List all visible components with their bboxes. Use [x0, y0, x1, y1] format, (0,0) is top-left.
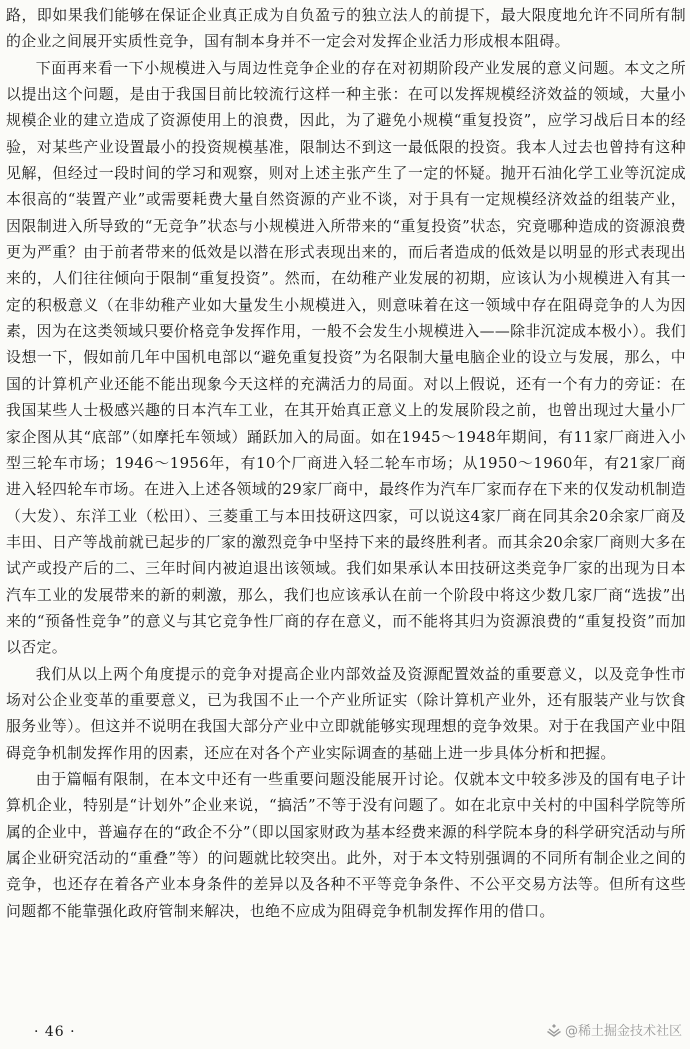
watermark [547, 1020, 682, 1039]
juejin-logo-icon [547, 1023, 561, 1037]
paragraph-competition-significance: 我们从以上两个角度提示的竞争对提高企业内部效益及资源配置效益的重要意义，以及竞争性市场对公企业变革的重要意义，已为我国不止一个产业所证实（除计算机产业外，还有服装产业与饮食服务业等）。但这并不说明在我国大部分产业中立即就能够实现理想的竞争效果。对于在我国产业中阻碍竞争机制发挥作用的因素，还应在对各个产业实际调查的基础上进一步具体分析和把握。 [6, 664, 686, 762]
paragraph-small-scale-entry: 下面再来看一下小规模进入与周边性竞争企业的存在对初期阶段产业发展的意义问题。本文之所以提出这个问题，是由于我国目前比较流行这样一种主张：在可以发挥规模经济效益的领域，大量小规模企业的建立造成了资源使用上的浪费，因此，为了避免小规模“重复投资”，应学习战后日本的经验，对某些产业设置最小的投资规模基准，限制达不到这一最低限的投资。我本人过去也曾持有这种见解，但经过一段时间的学习和观察，则对上述主张产生了一定的怀疑。抛开石油化学工业等沉淀成本很高的“装置产业”或需要耗费大量自然资源的产业不谈，对于具有一定规模经济效益的组装产业，因限制进入所导致的“无竞争”状态与小规模进入所带来的“重复投资”状态，究竟哪种造成的资源浪费更为严重？由于前者带来的低效是以潜在形式表现出来的，而后者造成的低效是以明显的形式表现出来的，人们往往倾向于限制“重复投资”。然而，在幼稚产业发展的初期，应该认为小规模进入有其一定的积极意义（在非幼稚产业如大量发生小规模进入，则意味着在这一领域中存在阻碍竞争的人为因素，因为在这类领域只要价格竞争发挥作用，一般不会发生小规模进入——除非沉淀成本极小）。我们设想一下，假如前几年中国机电部以“避免重复投资”为名限制大量电脑企业的设立与发展，那么，中国的计算机产业还能不能出现象今天这样的充满活力的局面。对以上假说，还有一个有力的旁证：在我国某些人士极感兴趣的日本汽车工业，在其开始真正意义上的发展阶段之前，也曾出现过大量小厂家企图从其“底部”（如摩托车领域）踊跃加入的局面。如在1945～1948年期间，有11家厂商进入小型三轮车市场；1946～1956年，有10个厂商进入轻二轮车市场；从1950～1960年，有21家厂商进入轻四轮车市场。在进入上述各领域的29家厂商中，最终作为汽车厂家而存在下来的仅发动机制造（大发）、东洋工业（松田）、三菱重工与本田技研这四家，可以说这4家厂商在同其余20余家厂商及丰田、日产等战前就已起步的厂家的激烈竞争中坚持下来的最终胜利者。而其余20余家厂商则大多在试产或投产后的二、三年时间内被迫退出该领域。我们如果承认本田技研这类竞争厂家的出现为日本汽车工业的发展带来的新的刺激，那么，我们也应该承认在前一个阶段中将这少数几家厂商“选拔”出来的“预备性竞争”的意义与其它竞争性厂商的存在意义，而不能将其归为资源浪费的“重复投资”而加以否定。 [6, 58, 686, 657]
document-page [6, 0, 686, 1049]
page-number: · 46 · [34, 1024, 76, 1040]
watermark-text: @稀土掘金技术社区 [564, 1024, 682, 1039]
paragraph-continuation: 路，即如果我们能够在保证企业真正成为自负盈亏的独立法人的前提下，最大限度地允许不同所有制的企业之间展开实质性竞争，国有制本身并不一定会对发挥企业活力形成根本阻碍。 [6, 6, 686, 51]
paragraph-limitations: 由于篇幅有限制，在本文中还有一些重要问题没能展开讨论。仅就本文中较多涉及的国有电子计算机企业，特别是“计划外”企业来说，“搞活”不等于没有问题了。如在北京中关村的中国科学院等所属的企业中，普遍存在的“政企不分”（即以国家财政为基本经费来源的科学院本身的科学研究活动与所属企业研究活动的“重叠”等）的问题就比较突出。此外，对于本文特别强调的不同所有制企业之间的竞争，也还存在着各产业本身条件的差异以及各种不平等竞争条件、不公平交易方法等。但所有这些问题都不能靠强化政府管制来解决，也绝不应成为阻碍竞争机制发挥作用的借口。 [6, 769, 686, 920]
body-text [6, 2, 686, 924]
